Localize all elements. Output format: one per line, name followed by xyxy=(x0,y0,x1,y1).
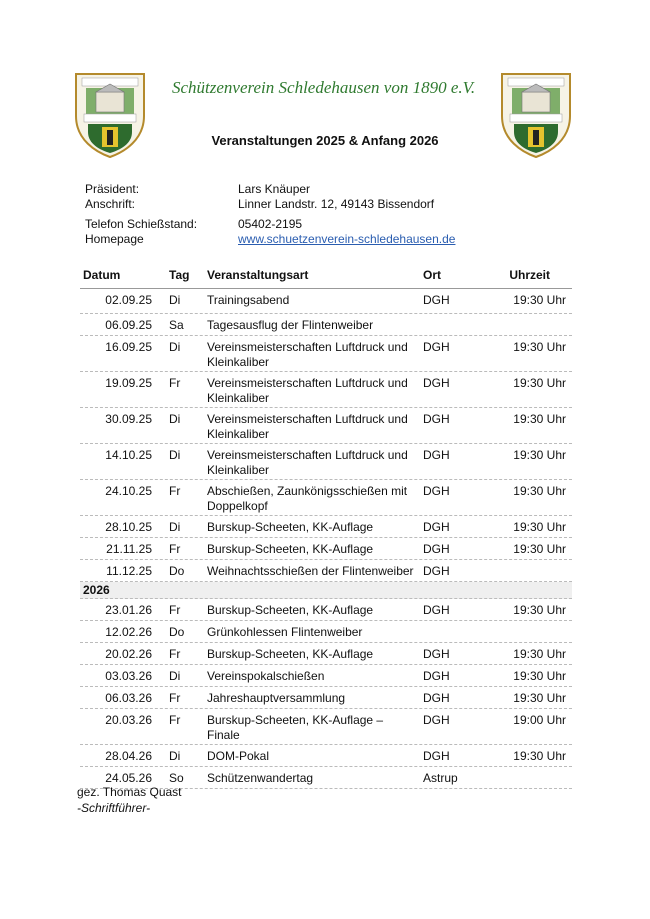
table-row xyxy=(80,643,572,665)
header-day: Tag xyxy=(169,268,190,282)
cell-place: DGH xyxy=(423,520,450,534)
table-header xyxy=(80,262,572,289)
table-row xyxy=(80,289,572,314)
address-label: Anschrift: xyxy=(85,197,136,211)
cell-place: DGH xyxy=(423,293,450,307)
cell-event: Burskup-Scheeten, KK-Auflage xyxy=(207,647,374,661)
cell-event: DOM-Pokal xyxy=(207,749,270,763)
cell-time: 19:30 Uhr xyxy=(513,376,566,390)
president-value: Lars Knäuper xyxy=(238,182,311,196)
cell-place: Astrup xyxy=(423,771,458,785)
cell-date: 20.03.26 xyxy=(105,713,152,727)
cell-date: 06.03.26 xyxy=(105,691,152,705)
cell-place: DGH xyxy=(423,749,450,763)
cell-day: Fr xyxy=(169,713,181,727)
cell-day: Di xyxy=(169,749,181,763)
cell-place: DGH xyxy=(423,542,450,556)
table-row xyxy=(80,621,572,643)
cell-day: Fr xyxy=(169,542,181,556)
cell-event: Vereinsmeisterschaften Luftdruck und Kleinkaliber xyxy=(207,340,408,369)
table-row xyxy=(80,665,572,687)
cell-time: 19:30 Uhr xyxy=(513,749,566,763)
year-row-2026 xyxy=(80,582,572,599)
cell-date: 28.10.25 xyxy=(105,520,152,534)
club-name: Schützenverein Schledehausen von 1890 e.V. xyxy=(172,78,476,97)
table-row xyxy=(80,516,572,538)
signature-name: gez. Thomas Quast xyxy=(77,785,182,799)
homepage-link[interactable]: www.schuetzenverein-schledehausen.de xyxy=(238,232,456,246)
page-title: Veranstaltungen 2025 & Anfang 2026 xyxy=(211,133,439,148)
cell-day: Di xyxy=(169,340,181,354)
table-row xyxy=(80,480,572,516)
president-label: Präsident: xyxy=(85,182,140,196)
cell-event: Vereinsmeisterschaften Luftdruck und Kleinkaliber xyxy=(207,448,408,477)
cell-event: Burskup-Scheeten, KK-Auflage – Finale xyxy=(207,713,384,742)
cell-day: Do xyxy=(169,625,185,639)
year-label: 2026 xyxy=(83,583,110,597)
cell-event: Abschießen, Zaunkönigsschießen mit Doppelkopf xyxy=(207,484,408,513)
cell-day: Do xyxy=(169,564,185,578)
table-row xyxy=(80,709,572,745)
cell-time: 19:30 Uhr xyxy=(513,542,566,556)
table-row xyxy=(80,336,572,372)
address-value: Linner Landstr. 12, 49143 Bissendorf xyxy=(238,197,435,211)
cell-event: Jahreshauptversammlung xyxy=(207,691,346,705)
cell-time: 19:30 Uhr xyxy=(513,669,566,683)
rows-2026 xyxy=(80,599,572,789)
header-event: Veranstaltungsart xyxy=(207,268,309,282)
homepage-label: Homepage xyxy=(85,232,144,246)
signature-role: -Schriftführer- xyxy=(77,801,151,815)
cell-day: Fr xyxy=(169,603,181,617)
cell-time: 19:30 Uhr xyxy=(513,293,566,307)
cell-day: Fr xyxy=(169,647,181,661)
cell-date: 24.05.26 xyxy=(105,771,152,785)
cell-place: DGH xyxy=(423,713,450,727)
cell-time: 19:30 Uhr xyxy=(513,484,566,498)
cell-place: DGH xyxy=(423,412,450,426)
cell-date: 20.02.26 xyxy=(105,647,152,661)
cell-day: So xyxy=(169,771,184,785)
cell-time: 19:30 Uhr xyxy=(513,520,566,534)
cell-event: Weihnachtsschießen der Flintenweiber xyxy=(207,564,414,578)
cell-day: Sa xyxy=(169,318,184,332)
cell-event: Vereinsmeisterschaften Luftdruck und Kleinkaliber xyxy=(207,412,408,441)
cell-date: 02.09.25 xyxy=(105,293,152,307)
cell-date: 21.11.25 xyxy=(106,542,152,556)
cell-place: DGH xyxy=(423,691,450,705)
table-row xyxy=(80,372,572,408)
cell-date: 11.12.25 xyxy=(106,564,152,578)
cell-date: 03.03.26 xyxy=(105,669,152,683)
cell-date: 12.02.26 xyxy=(105,625,152,639)
table-row xyxy=(80,560,572,582)
table-row xyxy=(80,745,572,767)
rows-2025 xyxy=(80,289,572,582)
header-date: Datum xyxy=(83,268,121,282)
events-table xyxy=(80,262,572,789)
table-row xyxy=(80,444,572,480)
cell-time: 19:30 Uhr xyxy=(513,603,566,617)
cell-event: Trainingsabend xyxy=(207,293,290,307)
cell-date: 24.10.25 xyxy=(105,484,152,498)
table-row xyxy=(80,599,572,621)
cell-place: DGH xyxy=(423,376,450,390)
cell-event: Schützenwandertag xyxy=(207,771,314,785)
cell-place: DGH xyxy=(423,484,450,498)
cell-date: 06.09.25 xyxy=(105,318,152,332)
cell-event: Burskup-Scheeten, KK-Auflage xyxy=(207,603,374,617)
cell-place: DGH xyxy=(423,340,450,354)
signature xyxy=(77,784,182,816)
cell-day: Fr xyxy=(169,484,181,498)
cell-place: DGH xyxy=(423,669,450,683)
cell-event: Grünkohlessen Flintenweiber xyxy=(207,625,363,639)
cell-event: Vereinsmeisterschaften Luftdruck und Kleinkaliber xyxy=(207,376,408,405)
cell-day: Di xyxy=(169,412,181,426)
cell-event: Burskup-Scheeten, KK-Auflage xyxy=(207,520,374,534)
cell-date: 16.09.25 xyxy=(105,340,152,354)
cell-day: Fr xyxy=(169,691,181,705)
cell-time: 19:30 Uhr xyxy=(513,340,566,354)
table-row xyxy=(80,408,572,444)
cell-date: 19.09.25 xyxy=(105,376,152,390)
table-row xyxy=(80,314,572,336)
cell-date: 30.09.25 xyxy=(105,412,152,426)
cell-day: Di xyxy=(169,293,181,307)
cell-place: DGH xyxy=(423,603,450,617)
cell-date: 14.10.25 xyxy=(105,448,152,462)
cell-place: DGH xyxy=(423,647,450,661)
table-row xyxy=(80,687,572,709)
cell-day: Di xyxy=(169,669,181,683)
cell-day: Di xyxy=(169,520,181,534)
phone-value: 05402-2195 xyxy=(238,217,303,231)
header-time: Uhrzeit xyxy=(509,268,550,282)
cell-place: DGH xyxy=(423,448,450,462)
table-row xyxy=(80,538,572,560)
cell-event: Burskup-Scheeten, KK-Auflage xyxy=(207,542,374,556)
cell-day: Di xyxy=(169,448,181,462)
cell-time: 19:30 Uhr xyxy=(513,412,566,426)
cell-date: 23.01.26 xyxy=(105,603,152,617)
cell-time: 19:30 Uhr xyxy=(513,691,566,705)
cell-event: Tagesausflug der Flintenweiber xyxy=(207,318,374,332)
cell-event: Vereinspokalschießen xyxy=(207,669,325,683)
cell-time: 19:30 Uhr xyxy=(513,647,566,661)
cell-place: DGH xyxy=(423,564,450,578)
cell-date: 28.04.26 xyxy=(105,749,152,763)
cell-time: 19:00 Uhr xyxy=(513,713,566,727)
header-place: Ort xyxy=(423,268,441,282)
cell-time: 19:30 Uhr xyxy=(513,448,566,462)
cell-day: Fr xyxy=(169,376,181,390)
phone-label: Telefon Schießstand: xyxy=(85,217,198,231)
